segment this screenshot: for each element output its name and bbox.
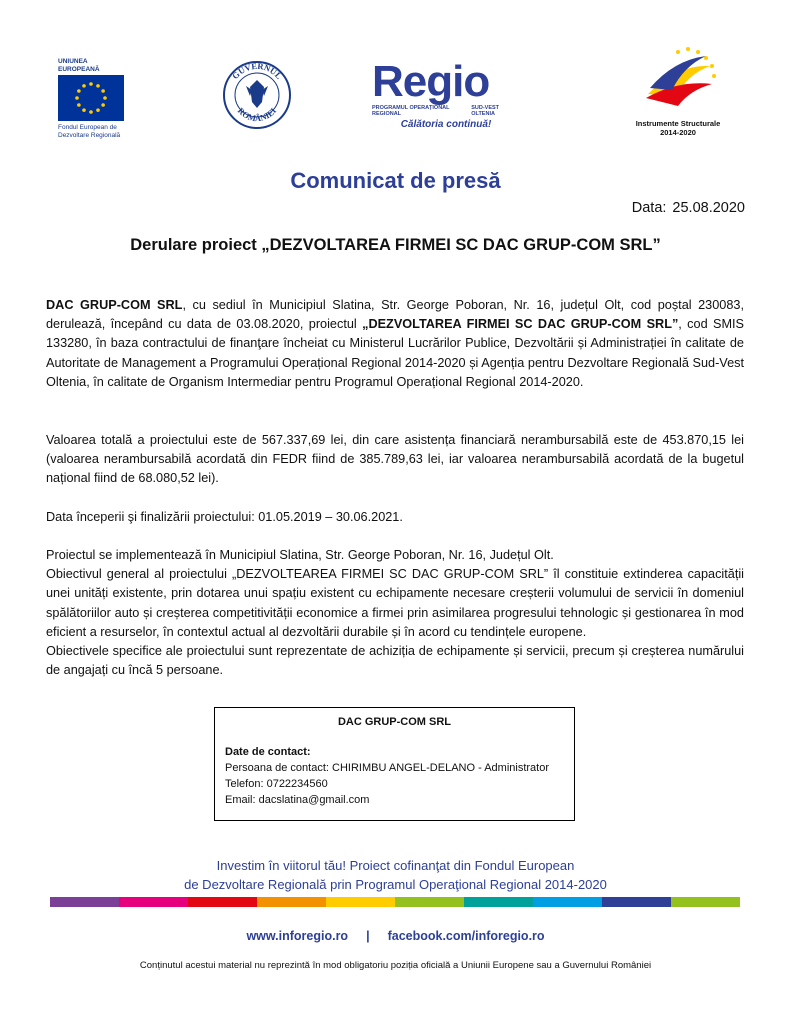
footer-links — [0, 929, 791, 943]
stripe-segment — [671, 897, 740, 907]
stripe-segment — [395, 897, 464, 907]
contact-label: Date de contact: — [225, 746, 311, 758]
disclaimer: Conținutul acestui material nu reprezintă în mod obligatoriu poziția oficială a Uniunii Europene sau a Guvernului României — [139, 960, 652, 971]
regio-logo — [372, 57, 522, 130]
cofinancing-line: de Dezvoltare Regională prin Programul Operaţional Regional 2014-2020 — [184, 877, 607, 892]
structural-instruments-icon — [628, 44, 728, 114]
gov-text-bottom: ROMÂNIEI — [235, 105, 279, 124]
date-value: 25.08.2020 — [672, 200, 745, 216]
stripe-segment — [257, 897, 326, 907]
facebook-link[interactable]: facebook.com/inforegio.ro — [387, 929, 545, 943]
dates-text: Data începerii şi finalizării proiectului: 01.05.2019 – 30.06.2021. — [46, 510, 403, 524]
link-separator: | — [366, 929, 370, 943]
location-text: Proiectul se implementează în Municipiul Slatina, Str. George Poboran, Nr. 16, Județul Olt. — [46, 548, 554, 562]
eu-logo — [58, 58, 128, 140]
structural-instruments-logo — [628, 44, 728, 136]
paragraph-objectives — [46, 546, 744, 680]
company-name: DAC GRUP-COM SRL — [46, 298, 183, 312]
stripe-segment — [119, 897, 188, 907]
contact-email: Email: dacslatina@gmail.com — [225, 794, 370, 806]
contact-company: DAC GRUP-COM SRL — [337, 716, 452, 728]
page-title: Comunicat de presă — [290, 168, 501, 193]
website-link[interactable]: www.inforegio.ro — [246, 929, 349, 943]
eu-note-line: Fondul European de — [58, 124, 117, 131]
stripe-segment — [533, 897, 602, 907]
intro-text-b: , cod SMIS 133280, în baza contractului de finanţare încheiat cu Ministerul Lucrărilor Publice, Dezvoltării și Administrației în calitate de Autoritate de Management a Programului Operațional Regional 2014-2020 și Agenția pentru Dezvoltare Regională Sud-Vest Oltenia, în calitate de Organism Intermediar pentru Programul Operațional Regional 2014-2020. — [46, 317, 744, 389]
stripe-segment — [188, 897, 257, 907]
paragraph-dates — [46, 508, 744, 527]
eu-note — [58, 124, 128, 140]
stripe-segment — [326, 897, 395, 907]
paragraph-intro — [46, 296, 744, 392]
regio-wordmark: Regio — [372, 57, 490, 106]
cofinancing-line: Investim în viitorul tău! Proiect cofinanţat din Fondul European — [216, 858, 575, 873]
contact-phone: Telefon: 0722234560 — [225, 778, 328, 790]
specific-objectives-text: Obiectivele specifice ale proiectului sunt reprezentate de achiziția de echipamente și servicii, precum și creșterea numărului de angajați cu încă 5 persoane. — [46, 644, 744, 678]
value-text: Valoarea totală a proiectului este de 567.337,69 lei, din care asistența financiară nerambursabilă este de 453.870,15 lei (valoarea nerambursabilă acordată din FEDR fiind de 385.789,63 lei, iar valoarea nerambursabilă acordată de la bugetul național fiind de 68.080,52 lei). — [46, 433, 744, 486]
regio-tagline: Călătoria continuă! — [400, 119, 492, 130]
regio-sub-left: PROGRAMUL OPERAȚIONAL REGIONAL — [372, 105, 450, 117]
project-name: „DEZVOLTAREA FIRMEI SC DAC GRUP-COM SRL” — [362, 317, 679, 332]
date-label: Data: — [631, 200, 667, 216]
general-objective-text: Obiectivul general al proiectului „DEZVOLTEAREA FIRMEI SC DAC GRUP-COM SRL” îl constituie extinderea capacității unei unități existente, prin dotarea unui spațiu existent cu echipamente necesare creșterii volumului de servicii în domeniul spălătoriilor auto și creșterea competitivității economice a firmei prin asimilarea progresului tehnologic și gestionarea în mod eficient a resurselor, în contextul actual al dezvoltării durabile și în acord cu tendințele europene. — [46, 567, 744, 639]
contact-box — [214, 707, 575, 821]
intro-text-a: , cu sediul în Municipiul Slatina, Str. George Poboran, Nr. 16, județul Olt, cod poștal 230083, derulează, începând cu data de 03.08.2020, proiectul — [46, 298, 744, 332]
eu-flag-icon — [58, 75, 124, 121]
eu-note-line: Dezvoltare Regională — [58, 132, 121, 139]
is-line: Instrumente Structurale — [635, 119, 721, 128]
press-date — [632, 200, 745, 216]
eu-caption: UNIUNEA EUROPEANĂ — [58, 58, 100, 73]
regio-subtitle — [372, 105, 520, 117]
regio-sub-right: SUD-VEST OLTENIA — [471, 105, 500, 117]
stripe-segment — [50, 897, 119, 907]
project-title: Derulare proiect „DEZVOLTAREA FIRMEI SC DAC GRUP-COM SRL” — [130, 236, 661, 254]
is-line: 2014-2020 — [660, 128, 696, 137]
contact-person: Persoana de contact: CHIRIMBU ANGEL-DELANO - Administrator — [225, 762, 550, 774]
stripe-segment — [602, 897, 671, 907]
paragraph-value — [46, 431, 744, 489]
structural-instruments-text — [628, 119, 728, 137]
government-seal-icon — [222, 60, 292, 130]
cofinancing-statement — [0, 856, 791, 894]
color-stripe — [50, 897, 740, 907]
gov-text-top: GUVERNUL — [230, 60, 285, 81]
stripe-segment — [464, 897, 533, 907]
